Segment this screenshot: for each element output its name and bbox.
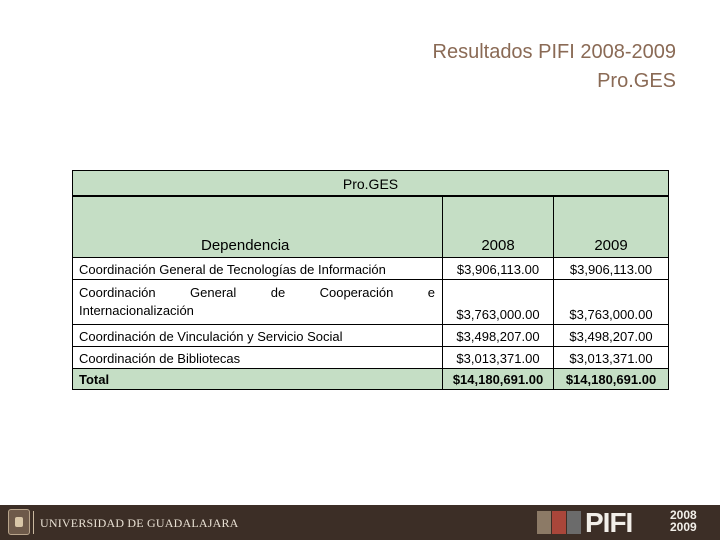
pifi-year-bottom: 2009 [670, 520, 697, 534]
column-header-2009: 2009 [594, 237, 628, 254]
dependencia-line1: Coordinación General de Cooperación e [79, 285, 435, 300]
amount-2008-cell: $3,906,113.00 [456, 262, 540, 277]
footer-bar [0, 505, 720, 540]
slide-title-line1: Resultados PIFI 2008-2009 [432, 41, 676, 63]
pifi-years [670, 509, 716, 533]
photo-strip-icon [537, 511, 581, 534]
table-row [73, 258, 668, 280]
dependencia-cell: Coordinación General de Tecnologías de Información [79, 262, 386, 277]
amount-2008-cell: $3,763,000.00 [456, 307, 540, 322]
dependencia-line2: Internacionalización [79, 303, 194, 318]
results-table [72, 170, 669, 390]
amount-2009-cell: $3,498,207.00 [569, 329, 653, 344]
column-header-2008: 2008 [481, 237, 515, 254]
amount-2008-cell: $3,013,371.00 [456, 351, 540, 366]
table-row [73, 325, 668, 347]
university-name: UNIVERSIDAD DE GUADALAJARA [40, 516, 239, 530]
dependencia-cell: Coordinación de Bibliotecas [79, 351, 241, 366]
footer-divider [33, 511, 34, 534]
amount-2009-cell: $3,013,371.00 [569, 351, 653, 366]
amount-2009-cell: $3,906,113.00 [569, 262, 653, 277]
university-seal-icon [8, 509, 30, 535]
amount-2008-cell: $3,498,207.00 [456, 329, 540, 344]
slide-title-line2: Pro.GES [597, 70, 676, 92]
table-row [73, 347, 668, 369]
table-row [73, 280, 668, 325]
dependencia-cell [79, 284, 435, 320]
total-2008-cell: $14,180,691.00 [452, 372, 544, 387]
slide-title [433, 38, 677, 96]
dependencia-cell: Coordinación de Vinculación y Servicio Social [79, 329, 343, 344]
column-header-row [73, 197, 668, 258]
column-header-dependencia: Dependencia [201, 237, 290, 254]
total-2009-cell: $14,180,691.00 [565, 372, 657, 387]
pifi-logo: PIFI [585, 507, 633, 538]
total-label: Total [79, 372, 110, 387]
amount-2009-cell: $3,763,000.00 [569, 307, 653, 322]
pifi-year-top: 2008 [670, 508, 697, 522]
total-row [73, 369, 668, 389]
table-header: Pro.GES [73, 171, 668, 197]
